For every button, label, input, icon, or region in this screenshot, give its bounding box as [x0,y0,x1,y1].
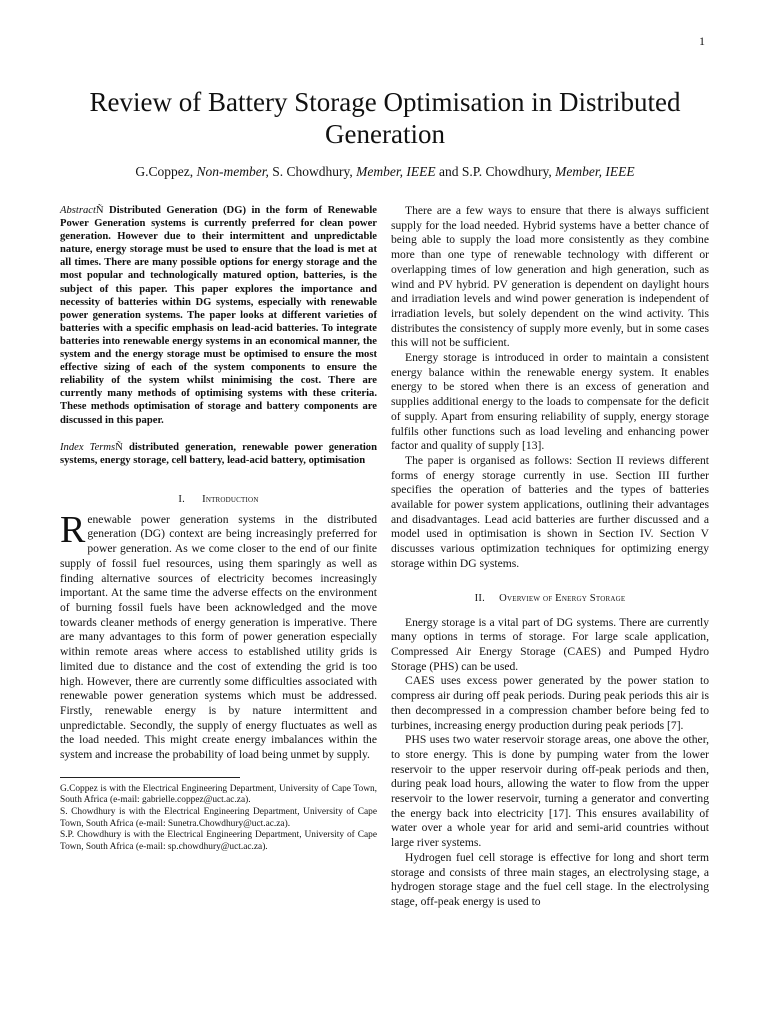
section-2-heading: II. Overview of Energy Storage [474,592,626,604]
index-terms [60,441,377,467]
intro-paragraph-4: The paper is organised as follows: Section II reviews different forms of energy storage currently in use. Section III further specifies the operation of batteries and the types of batteries available for power system applications, outlining their advantages and disadvantages. Lead acid batteries are further discussed and a model used in optimisation is shown in Section IV. Section V discusses various optimization techniques for optimizing energy storage within DG systems. [391,453,709,570]
index-terms-label: Index Terms [60,441,116,453]
section-2-paragraph-3: PHS uses two water reservoir storage areas, one above the other, to store energy. This is done by pumping water from the lower reservoir to the upper reservoir during off-peak periods and then, during peak load hours, allowing the water to flow from the upper reservoir to the lower reservoir, turning a generator and converting the energy back into electricity [17]. This ensures availability of water over a whole year for arid and semi-arid countries without large river systems. [391,733,709,850]
index-terms-text: distributed generation, renewable power generation systems, energy storage, cell battery, lead-acid battery, optimisation [60,441,377,466]
section-2-paragraph-1: Energy storage is a vital part of DG systems. There are currently many options in terms of storage. For large scale application, Compressed Air Energy Storage (CAES) and Pumped Hydro Storage (PHS) can be used. [391,615,709,673]
abstract-text: Distributed Generation (DG) in the form of Renewable Power Generation systems is currently preferred for clean power generation. However due to their intermittent and unpredictable nature, energy storage must be used to ensure that the load is met at all times. There are many possible options for energy storage and the most popular and technologically matured option, batteries, is the subject of this paper. This paper explores the importance and necessity of batteries within DG systems, especially with renewable power generation systems. The paper looks at different varieties of batteries with a specific emphasis on lead-acid batteries. To integrate batteries into renewable energy systems in an economical manner, the system and the energy storage must be optimised to ensure the most effective sizing of each of the system components to ensure the reliability of the system whilst minimising the cost. There are currently many methods of optimising systems with these criteria. These methods optimisation of storage and battery components are discussed in this paper. [60,205,377,426]
left-column [60,204,377,853]
footnote-1: G.Coppez is with the Electrical Engineering Department, University of Cape Town, South Africa (e-mail: gabrielle.coppez@uct.ac.za). [60,783,377,806]
author-3-role: Member, IEEE [555,164,635,179]
footnote-2: S. Chowdhury is with the Electrical Engineering Department, University of Cape Town, South Africa (e-mail: Sunetra.Chowdhury@uct.ac.za). [60,806,377,829]
author-1-role: Non-member, [196,164,269,179]
right-column [391,204,709,910]
author-1-name: G.Coppez, [135,164,197,179]
section-1-text: enewable power generation systems in the distributed generation (DG) context are being increasingly preferred for power generation. As we come closer to the end of our finite supply of fossil fuel resources, using them sparingly as well as finding alternative sources of electricity becomes increasingly important. At the same time the adverse effects on the environment of burning fossil fuels have been acknowledged and the move towards cleaner methods of energy generation is imperative. There are many advantages to this form of power generation especially within remote areas where access to established utility grids is limited due to distance and the cost of extending the grid is too high. However, there are currently some difficulties associated with renewable power generation systems which must be addressed. Firstly, renewable energy is by nature intermittent and unpredictable. Secondly, the supply of energy fluctuates as well as the load needed. This might create energy imbalances within the system and increase the probability of load being unmet by supply. [60,512,377,762]
abstract [60,204,377,427]
footnote-3: S.P. Chowdhury is with the Electrical Engineering Department, University of Cape Town, South Africa (e-mail: sp.chowdhury@uct.ac.za). [60,830,377,852]
drop-cap: R [60,508,86,551]
paper-title: Review of Battery Storage Optimisation in Distributed Generation [89,87,681,149]
intro-paragraph-3: Energy storage is introduced in order to maintain a consistent energy balance within the renewable energy system. It enables energy to be stored when there is an excess of generation and supplies additional energy to the loads to compensate for the deficit of supply. Apart from ensuring reliability of supply, energy storage fulfils other functions such as load leveling and enhancing power factor and quality of supply [13]. [391,351,709,453]
section-1-paragraph [60,508,377,763]
author-2-name: S. Chowdhury, [268,164,357,179]
section-2-paragraph-2: CAES uses excess power generated by the power station to compress air during off peak periods. During peak periods this air is then decompressed in a compression chamber before being fed to turbines, increasing energy production during peak periods [7]. [391,674,709,732]
section-2-paragraph-4: Hydrogen fuel cell storage is effective for long and short term storage and consists of three main stages, an electrolysing stage, a hydrogen storage stage and the fuel cell stage. In the electrolysing stage, off-peak energy is used to [391,850,709,908]
author-2-role: Member, IEEE [356,164,436,179]
author-line [60,163,710,180]
page-number: 1 [699,34,705,48]
intro-paragraph-2: There are a few ways to ensure that there is always sufficient supply for the load needed. Hybrid systems have a better chance of being able to supply the load more consistently as they combine more than one type of renewable technology with different or overlapping times of low generation and high generation, such as wind and PV hybrid. PV generation is dependent on daylight hours and irradiation levels and wind power generation is independent of irradiation levels, but solely dependent on the wind activity. This distributes the consistency of supply more evenly, but in some cases this will not be sufficient. [391,204,709,350]
abstract-dash: Ñ [95,205,104,216]
section-1-heading: I. Introduction [178,493,259,505]
abstract-label: Abstract [60,205,96,216]
author-3-name: and S.P. Chowdhury, [435,164,556,179]
footnote-divider [60,777,240,778]
index-terms-dash: Ñ [115,441,123,453]
